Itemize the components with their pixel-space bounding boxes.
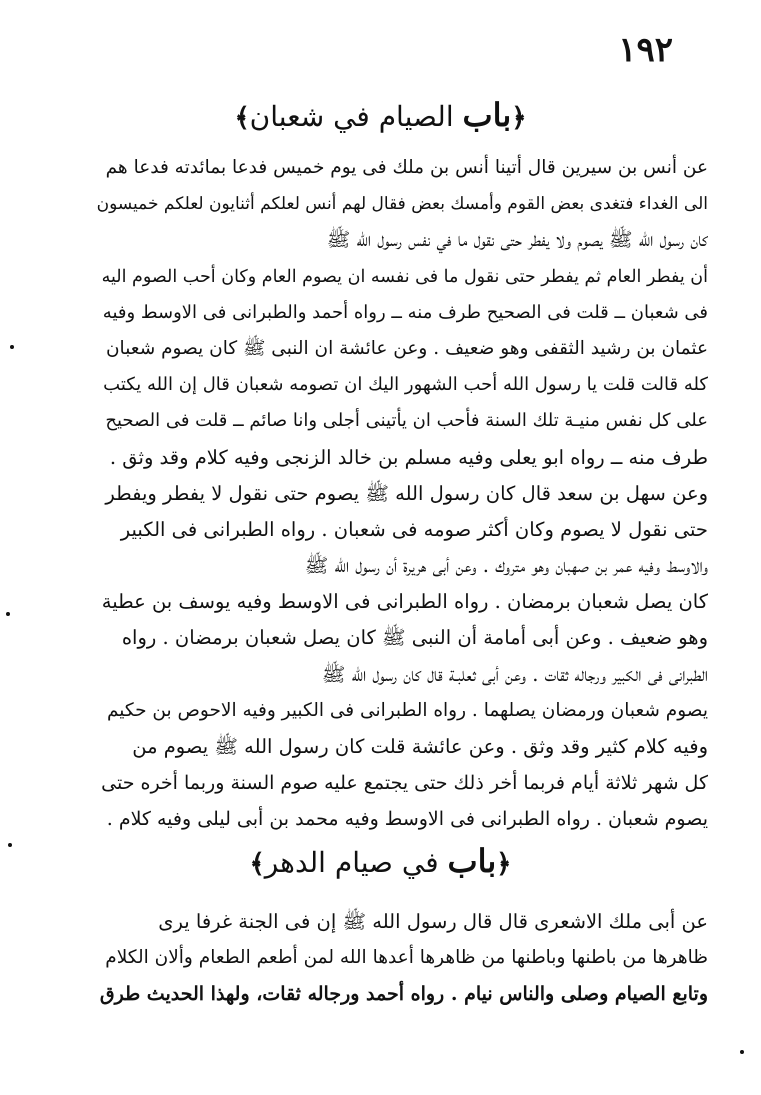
- heading-bab-word: باب: [447, 842, 497, 880]
- heading-close-bracket: ﴾: [234, 103, 250, 133]
- heading-title: في صيام الدهر: [264, 846, 439, 879]
- heading-open-bracket: ﴿: [496, 849, 512, 879]
- text-line: الطبرانى فى الكبير ورجاله ثقات . وعن أبى ثعلبـة قال كان رسول الله ﷺ: [321, 662, 708, 686]
- text-line: الى الغداء فتغدى بعض القوم وأمسك بعض فقال لهم أنس لعلكم أثنايون لعلكم خميسون: [96, 194, 708, 215]
- text-line: فى شعبان ــ قلت فى الصحيح طرف منه ــ رواه أحمد والطبرانى فى الاوسط وفيه: [102, 301, 708, 323]
- chapter-heading-fasting-shaban: [0, 96, 761, 134]
- text-line: وهو ضعيف . وعن أبى أمامة أن النبى ﷺ كان يصل شعبان برمضان . رواه: [121, 626, 708, 650]
- text-line: يصوم شعبان . رواه الطبرانى فى الاوسط وفيه محمد بن أبى ليلى وفيه كلام .: [106, 808, 708, 831]
- section-text-fasting-shaban: [96, 150, 708, 838]
- margin-mark: [740, 1050, 744, 1054]
- text-line: وفيه كلام كثير وقد وثق . وعن عائشة قلت كان رسول الله ﷺ يصوم من: [132, 735, 708, 758]
- heading-bab-word: باب: [462, 96, 512, 134]
- text-line: كله قالت قلت يا رسول الله أحب الشهور اليك ان تصومه شعبان قال إن الله يكتب: [103, 374, 708, 396]
- text-line: والاوسط وفيه عمر بن صهبان وهو متروك . وعن أبى هريرة أن رسول الله ﷺ: [304, 554, 708, 578]
- text-line: عن أنس بن سيرين قال أتينا أنس بن ملك فى يوم خميس فدعا بمائدته فدعا هم: [105, 157, 708, 178]
- page-number: ١٩٢: [618, 30, 673, 70]
- text-line: كل شهر ثلاثة أيام فربما أخر ذلك حتى يجتمع عليه صوم السنة وربما أخره حتى: [101, 772, 708, 795]
- text-line: طرف منه ــ رواه ابو يعلى وفيه مسلم بن خالد الزنجى وفيه كلام وقد وثق .: [109, 445, 708, 469]
- text-line: وعن سهل بن سعد قال كان رسول الله ﷺ يصوم حتى نقول لا يفطر ويفطر: [105, 481, 708, 505]
- text-line: كان يصل شعبان برمضان . رواه الطبرانى فى الاوسط وفيه يوسف بن عطية: [101, 590, 708, 614]
- margin-mark: [6, 612, 10, 616]
- text-line: عن أبى ملك الاشعرى قال قال رسول الله ﷺ إن فى الجنة غرفا يرى: [158, 910, 708, 933]
- text-line: أن يفطر العام ثم يفطر حتى نقول ما فى نفسه ان يصوم العام وكان أحب الصوم اليه: [101, 266, 708, 287]
- margin-mark: [10, 345, 14, 349]
- heading-title: الصيام في شعبان: [249, 100, 454, 133]
- text-line: على كل نفس منيـة تلك السنة فأحب ان يأتينى أجلى وانا صائم ــ قلت فى الصحيح: [105, 410, 708, 432]
- text-line: وتابع الصيام وصلى والناس نيام . رواه أحمد ورجاله ثقات، ولهذا الحديث طرق: [99, 983, 708, 1006]
- heading-open-bracket: ﴿: [511, 103, 527, 133]
- text-line: حتى نقول لا يصوم وكان أكثر صومه فى شعبان . رواه الطبرانى فى الكبير: [120, 517, 708, 541]
- heading-close-bracket: ﴾: [249, 849, 265, 879]
- text-line: يصوم شعبان ورمضان يصلهما . رواه الطبرانى فى الكبير وفيه الاحوص بن حكيم: [107, 699, 708, 721]
- chapter-heading-perpetual-fasting: [0, 842, 761, 880]
- text-line: ظاهرها من باطنها وباطنها من ظاهرها أعدها الله لمن أطعم الطعام وألان الكلام: [105, 947, 708, 969]
- section-text-perpetual-fasting: [96, 904, 708, 1013]
- margin-mark: [8, 843, 12, 847]
- text-line: كان رسول الله ﷺ يصوم ولا يفطر حتى نقول ما في نفس رسول الله ﷺ: [326, 228, 708, 252]
- text-line: عثمان بن رشيد الثقفى وهو ضعيف . وعن عائشة ان النبى ﷺ كان يصوم شعبان: [105, 337, 708, 359]
